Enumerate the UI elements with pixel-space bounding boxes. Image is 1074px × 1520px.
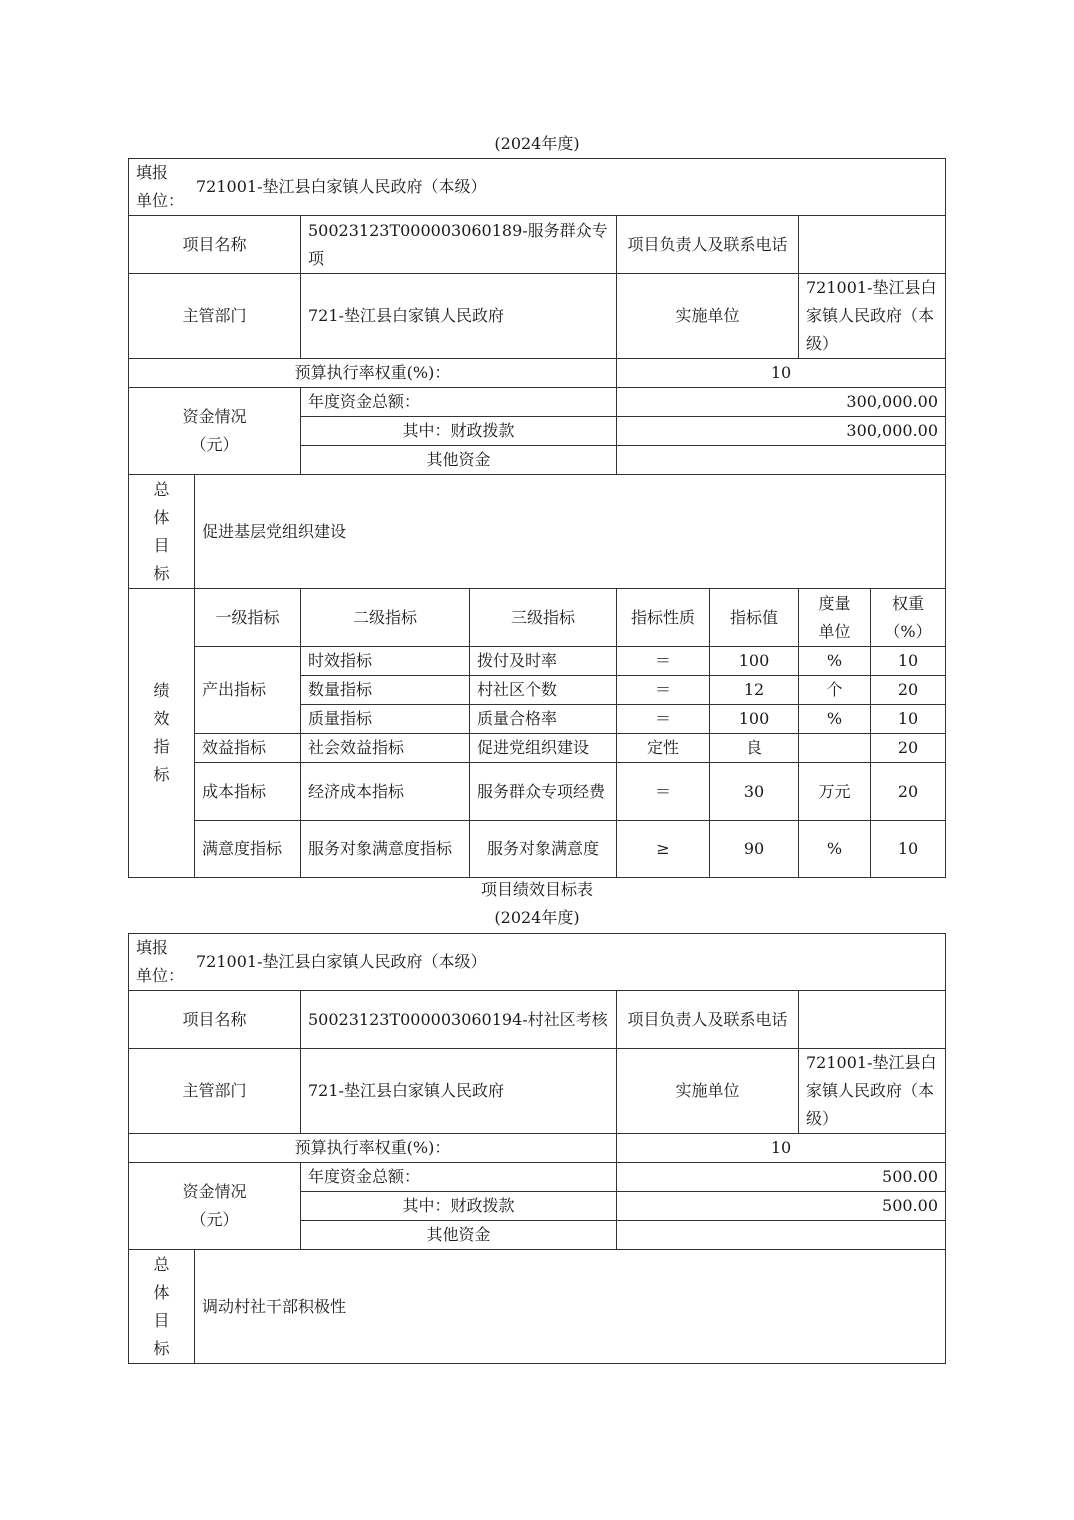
header-level1: 一级指标 (195, 589, 301, 647)
fiscal-label: 其中：财政拨款 (301, 417, 617, 446)
level1-cell: 满意度指标 (195, 821, 301, 878)
level2-cell: 服务对象满意度指标 (301, 821, 470, 878)
value-cell: 90 (710, 821, 799, 878)
nature-cell: ＝ (617, 763, 710, 821)
fiscal-label: 其中：财政拨款 (301, 1192, 617, 1221)
contact-value (799, 991, 946, 1049)
annual-total-label: 年度资金总额： (301, 1163, 617, 1192)
reporting-unit-value: 721001-垫江县白家镇人民政府（本级） (196, 952, 487, 971)
nature-cell: ＝ (617, 647, 710, 676)
dept-label: 主管部门 (129, 274, 301, 359)
weight-cell: 20 (871, 676, 946, 705)
table-row (129, 821, 946, 878)
level2-cell: 质量指标 (301, 705, 470, 734)
value-cell: 100 (710, 647, 799, 676)
level3-cell: 服务群众专项经费 (470, 763, 617, 821)
dept-label: 主管部门 (129, 1049, 301, 1134)
overall-goal-value: 促进基层党组织建设 (195, 475, 946, 589)
unit-cell: % (799, 705, 871, 734)
nature-cell: 定性 (617, 734, 710, 763)
unit-cell (799, 734, 871, 763)
project-name-label: 项目名称 (129, 216, 301, 274)
fiscal-value: 500.00 (617, 1192, 946, 1221)
unit-cell: % (799, 647, 871, 676)
perf-indicator-label: 绩 效 指 标 (129, 589, 195, 878)
budget-weight-value: 10 (617, 1134, 946, 1163)
level2-cell: 社会效益指标 (301, 734, 470, 763)
table-title: 项目绩效目标表 (480, 880, 593, 899)
level1-cell: 成本指标 (195, 763, 301, 821)
value-cell: 100 (710, 705, 799, 734)
performance-table-2 (128, 933, 946, 1364)
table-row (129, 734, 946, 763)
contact-label: 项目负责人及联系电话 (617, 991, 799, 1049)
funds-label: 资金情况 （元） (129, 1163, 301, 1250)
project-name-value: 50023123T000003060194-村社区考核 (301, 991, 617, 1049)
contact-value (799, 216, 946, 274)
annual-total-value: 500.00 (617, 1163, 946, 1192)
weight-cell: 20 (871, 763, 946, 821)
performance-table-1 (128, 158, 946, 878)
level1-cell: 效益指标 (195, 734, 301, 763)
level1-cell: 产出指标 (195, 647, 301, 734)
contact-label: 项目负责人及联系电话 (617, 216, 799, 274)
overall-goal-value: 调动村社干部积极性 (195, 1250, 946, 1364)
nature-cell: ＝ (617, 705, 710, 734)
budget-weight-value: 10 (617, 359, 946, 388)
year-caption: (2024年度) (494, 908, 580, 927)
level3-cell: 质量合格率 (470, 705, 617, 734)
dept-value: 721-垫江县白家镇人民政府 (301, 274, 617, 359)
header-level3: 三级指标 (470, 589, 617, 647)
level3-cell: 拨付及时率 (470, 647, 617, 676)
header-level2: 二级指标 (301, 589, 470, 647)
annual-total-value: 300,000.00 (617, 388, 946, 417)
other-funds-label: 其他资金 (301, 1221, 617, 1250)
fiscal-value: 300,000.00 (617, 417, 946, 446)
weight-cell: 10 (871, 647, 946, 676)
budget-weight-label: 预算执行率权重(%)： (129, 1134, 617, 1163)
weight-cell: 10 (871, 705, 946, 734)
reporting-unit-label: 填报 单位： (136, 938, 185, 985)
other-funds-value (617, 1221, 946, 1250)
other-funds-value (617, 446, 946, 475)
impl-value: 721001-垫江县白家镇人民政府（本级） (799, 1049, 946, 1134)
table-row (129, 647, 946, 676)
level3-cell: 服务对象满意度 (470, 821, 617, 878)
dept-value: 721-垫江县白家镇人民政府 (301, 1049, 617, 1134)
impl-label: 实施单位 (617, 274, 799, 359)
annual-total-label: 年度资金总额： (301, 388, 617, 417)
funds-label: 资金情况 （元） (129, 388, 301, 475)
unit-cell: 个 (799, 676, 871, 705)
unit-cell: 万元 (799, 763, 871, 821)
reporting-unit-value: 721001-垫江县白家镇人民政府（本级） (196, 177, 487, 196)
other-funds-label: 其他资金 (301, 446, 617, 475)
reporting-unit-label: 填报 单位： (136, 163, 185, 210)
project-name-label: 项目名称 (129, 991, 301, 1049)
level2-cell: 时效指标 (301, 647, 470, 676)
overall-goal-label: 总 体 目 标 (129, 1250, 195, 1364)
level2-cell: 经济成本指标 (301, 763, 470, 821)
reporting-unit-row (129, 934, 946, 991)
value-cell: 良 (710, 734, 799, 763)
level3-cell: 村社区个数 (470, 676, 617, 705)
nature-cell: ≥ (617, 821, 710, 878)
level2-cell: 数量指标 (301, 676, 470, 705)
header-nature: 指标性质 (617, 589, 710, 647)
year-caption: (2024年度) (494, 134, 580, 153)
weight-cell: 20 (871, 734, 946, 763)
impl-value: 721001-垫江县白家镇人民政府（本级） (799, 274, 946, 359)
project-name-value: 50023123T000003060189-服务群众专项 (301, 216, 617, 274)
table-row (129, 763, 946, 821)
weight-cell: 10 (871, 821, 946, 878)
header-value: 指标值 (710, 589, 799, 647)
overall-goal-label: 总 体 目 标 (129, 475, 195, 589)
value-cell: 30 (710, 763, 799, 821)
unit-cell: % (799, 821, 871, 878)
reporting-unit-row (129, 159, 946, 216)
nature-cell: ＝ (617, 676, 710, 705)
impl-label: 实施单位 (617, 1049, 799, 1134)
level3-cell: 促进党组织建设 (470, 734, 617, 763)
header-unit: 度量 单位 (799, 589, 871, 647)
value-cell: 12 (710, 676, 799, 705)
header-weight: 权重 （%） (871, 589, 946, 647)
budget-weight-label: 预算执行率权重(%)： (129, 359, 617, 388)
